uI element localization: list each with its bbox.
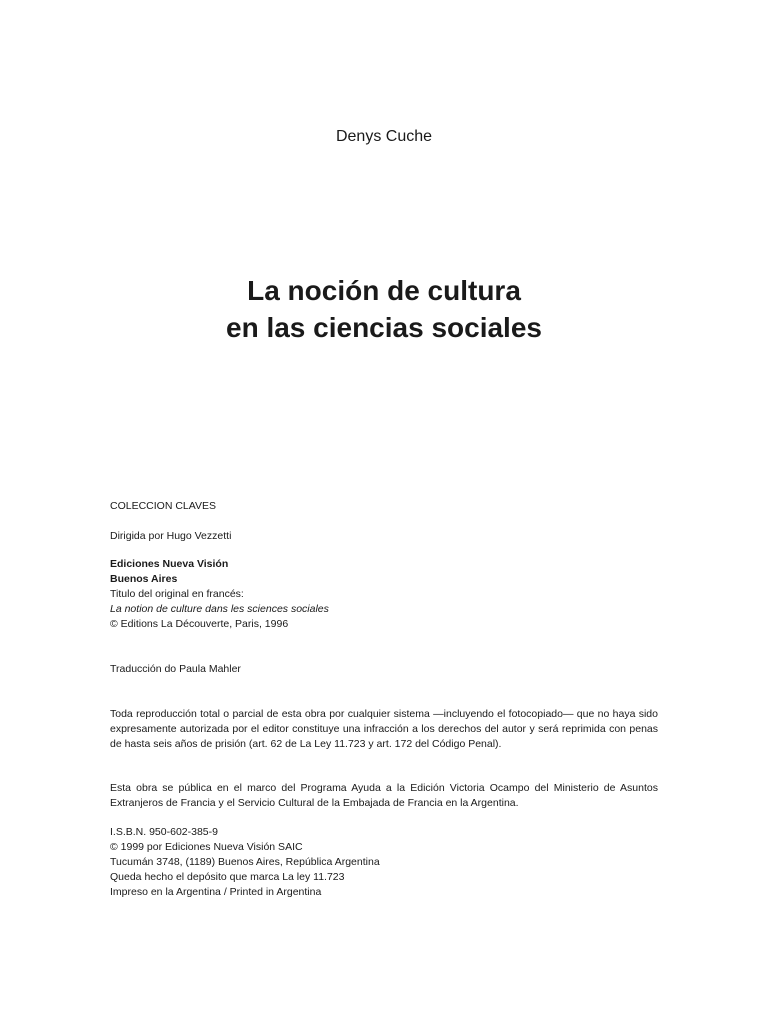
collection-name: COLECCION CLAVES bbox=[110, 500, 216, 512]
translator-credit: Traducción do Paula Mahler bbox=[110, 663, 241, 675]
printed-in: Impreso en la Argentina / Printed in Argentina bbox=[110, 886, 322, 898]
book-title-line-1: La noción de cultura bbox=[247, 275, 521, 306]
original-title: La notion de culture dans les sciences sociales bbox=[110, 603, 329, 615]
original-title-label: Titulo del original en francés: bbox=[110, 588, 244, 600]
program-notice: Esta obra se pública en el marco del Programa Ayuda a la Edición Victoria Ocampo del Ministerio de Asuntos Extranjeros de Francia y el Servicio Cultural de la Embajada de Francia en la Argentina. bbox=[110, 782, 658, 809]
original-copyright: © Editions La Découverte, Paris, 1996 bbox=[110, 618, 289, 630]
collection-director: Dirigida por Hugo Vezzetti bbox=[110, 530, 232, 542]
publisher-name: Ediciones Nueva Visión bbox=[110, 558, 229, 570]
publisher-block bbox=[110, 557, 658, 632]
program-block bbox=[110, 781, 658, 811]
collection-block bbox=[110, 499, 658, 514]
imprint-copyright: © 1999 por Ediciones Nueva Visión SAIC bbox=[110, 841, 303, 853]
legal-deposit: Queda hecho el depósito que marca La ley 11.723 bbox=[110, 871, 345, 883]
author-name: Denys Cuche bbox=[335, 128, 433, 145]
book-title-line-2: en las ciencias sociales bbox=[226, 312, 542, 343]
translation-block bbox=[110, 662, 658, 677]
publisher-address: Tucumán 3748, (1189) Buenos Aires, República Argentina bbox=[110, 856, 380, 868]
rights-block bbox=[110, 707, 658, 752]
imprint-block bbox=[110, 825, 658, 900]
director-block bbox=[110, 529, 658, 544]
isbn: I.S.B.N. 950-602-385-9 bbox=[110, 826, 218, 838]
book-title bbox=[0, 272, 768, 346]
rights-notice: Toda reproducción total o parcial de esta obra por cualquier sistema —incluyendo el fotocopiado— que no haya sido expresamente autorizada por el editor constituye una infracción a los derechos del autor y será reprimida con penas de hasta seis años de prisión (art. 62 de La Ley 11.723 y art. 172 del Código Penal). bbox=[110, 708, 658, 750]
publisher-city: Buenos Aires bbox=[110, 573, 178, 585]
